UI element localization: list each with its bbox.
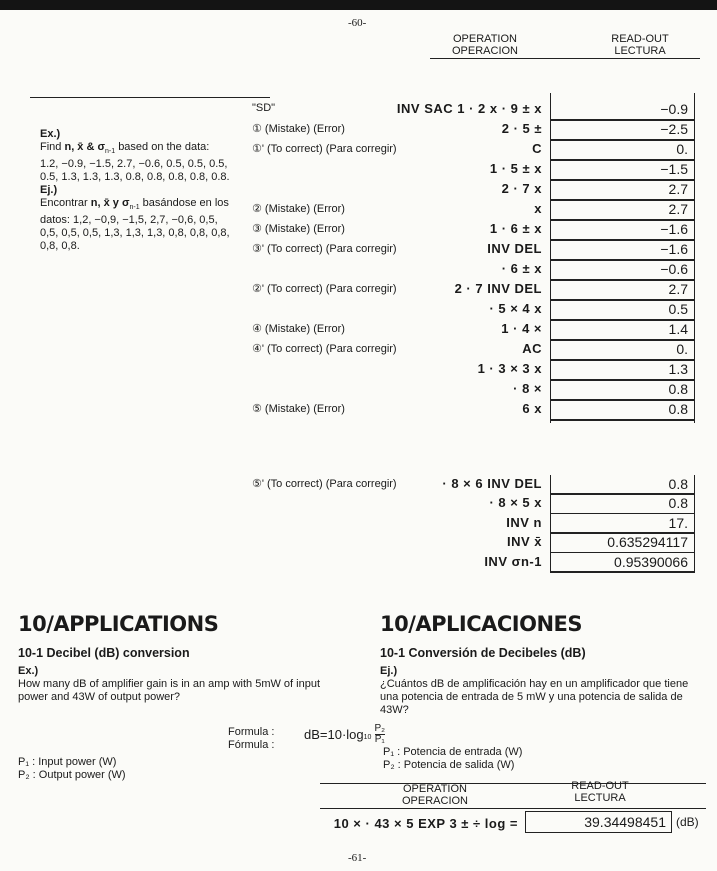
- step-label: ③ (Mistake) (Error): [252, 223, 345, 235]
- formula-label-es: Fórmula :: [228, 739, 275, 751]
- step-keys: INV σn-1: [484, 553, 542, 569]
- step-readout: 0.8: [668, 476, 688, 492]
- step-readout: −2.5: [660, 121, 688, 137]
- ej-text-a: Encontrar: [40, 197, 88, 210]
- step-keys: C: [532, 141, 542, 156]
- operation-header-en: OPERATION: [453, 33, 517, 45]
- step-readout: 1.3: [668, 361, 688, 377]
- formula-label: [228, 726, 274, 752]
- ej-sub: n-1: [129, 204, 140, 212]
- step-readout: 0.5: [668, 301, 688, 317]
- final-ro-es: LECTURA: [574, 792, 626, 804]
- final-unit: (dB): [676, 815, 699, 829]
- step-readout: 0.95390066: [614, 553, 688, 570]
- readout-box: [550, 93, 695, 423]
- section-subtitle-en: 10-1 Decibel (dB) conversion: [18, 646, 190, 660]
- step-label: ④' (To correct) (Para corregir): [252, 343, 397, 355]
- p2-es: P₂ : Potencia de salida (W): [383, 759, 515, 771]
- readout-header-en: READ-OUT: [611, 33, 669, 45]
- step-label: ② (Mistake) (Error): [252, 203, 345, 215]
- spanish-section: [380, 612, 705, 717]
- readout-header: [595, 33, 685, 57]
- step-keys: · 8 ×: [513, 381, 542, 396]
- header-rule: [30, 97, 270, 98]
- step-readout: −1.5: [660, 161, 688, 177]
- operation-header: [435, 33, 535, 57]
- step-readout: 0.: [676, 141, 688, 157]
- step-keys: · 8 × 5 x: [489, 495, 542, 511]
- step-readout: 0.8: [668, 381, 688, 397]
- step-keys: · 6 ± x: [501, 261, 542, 276]
- step-readout: 2.7: [668, 181, 688, 197]
- p1-en: P₁ : Input power (W): [18, 756, 117, 768]
- step-readout: −1.6: [660, 241, 688, 257]
- formula-sub: 10: [363, 734, 372, 741]
- step-keys: INV x̄: [506, 534, 542, 550]
- step-readout: 0.8: [668, 495, 688, 512]
- readout-header-es: LECTURA: [614, 45, 666, 57]
- step-keys: · 5 × 4 x: [489, 301, 542, 316]
- question-es: ¿Cuántos dB de amplificación hay en un amplificador que tiene una potencia de entrada de 5 mW y una potencia de salida de 43W?: [380, 678, 689, 716]
- step-readout: 0.: [676, 341, 688, 357]
- step-keys: INV n: [506, 514, 542, 530]
- step-keys: 6 x: [522, 401, 542, 416]
- page-number-top: -60-: [348, 17, 367, 29]
- step-label: ⑤' (To correct) (Para corregir): [252, 478, 397, 490]
- step-readout: 0.635294117: [607, 534, 688, 551]
- step-keys: 1 · 3 × 3 x: [477, 361, 542, 376]
- step-keys: 2 · 7 x: [501, 181, 542, 196]
- step-readout: 1.4: [668, 321, 688, 337]
- step-readout: −0.6: [660, 261, 688, 277]
- step-keys: 1 · 5 ± x: [489, 161, 542, 176]
- formula-lhs: dB=10·log: [304, 727, 364, 742]
- step-keys: INV SAC 1 · 2 x · 9 ± x: [396, 101, 542, 116]
- step-readout: −1.6: [660, 221, 688, 237]
- final-rule-2: [320, 808, 706, 809]
- step-keys: x: [534, 201, 542, 216]
- final-operation-header: [380, 783, 490, 807]
- ex-sub: n-1: [105, 148, 116, 156]
- final-op-en: OPERATION: [403, 783, 467, 795]
- section-title-en: 10/APPLICATIONS: [18, 612, 219, 636]
- step-keys: INV DEL: [487, 241, 542, 256]
- final-readout: 39.34498451: [584, 814, 666, 830]
- english-section: [18, 612, 348, 704]
- step-label: ① (Mistake) (Error): [252, 123, 345, 135]
- ej-label-2: Ej.): [380, 665, 398, 677]
- final-readout-header: [555, 780, 645, 804]
- section-subtitle-es: 10-1 Conversión de Decibeles (dB): [380, 646, 586, 660]
- p1-es: P₁ : Potencia de entrada (W): [383, 746, 523, 758]
- step-keys: · 8 × 6 INV DEL: [442, 476, 542, 491]
- p2-en: P₂ : Output power (W): [18, 769, 126, 781]
- step-readout: −0.9: [660, 101, 688, 117]
- step-keys: 1 · 6 ± x: [489, 221, 542, 236]
- ej-text-b: basándose en los datos: 1,2, −0,9, −1,5, 2,7, −0,6, 0,5, 0,5, 0,5, 0,5, 1,3, 1,3, 1,3, 0,8, 0,8, 0,8, 0,8, 0,8.: [40, 197, 230, 253]
- ex-text-a: Find: [40, 141, 62, 153]
- step-label: ④ (Mistake) (Error): [252, 323, 345, 335]
- header-underline: [430, 58, 700, 59]
- ex-symbols: n, x̄ & σ: [64, 141, 105, 153]
- final-rule: [320, 783, 706, 784]
- operation-header-es: OPERACION: [451, 45, 518, 57]
- step-readout: 2.7: [668, 281, 688, 297]
- step-keys: 2 · 5 ±: [501, 121, 542, 136]
- readout-box-2: [550, 475, 695, 572]
- step-keys: 1 · 4 ×: [501, 321, 542, 336]
- ej-symbols: n, x̄ y σ: [90, 197, 130, 210]
- formula: [304, 724, 385, 745]
- step-keys: 2 · 7 INV DEL: [454, 281, 542, 296]
- example-block: [40, 128, 230, 253]
- step-keys: AC: [522, 341, 542, 356]
- question-en: How many dB of amplifier gain is in an amp with 5mW of input power and 43W of output power?: [18, 678, 321, 703]
- top-scan-edge: [0, 0, 717, 10]
- ej-label: Ej.): [40, 184, 58, 197]
- formula-label-en: Formula :: [228, 726, 275, 738]
- step-readout: 0.8: [668, 401, 688, 417]
- formula-den: P₁: [374, 734, 385, 745]
- ex-label-2: Ex.): [18, 665, 39, 677]
- ex-text-b: based on the data: 1.2, −0.9, −1.5, 2.7, −0.6, 0.5, 0.5, 0.5, 0.5, 1.3, 1.3, 1.3, 0.8, 0.8, 0.8, 0.8, 0.8.: [40, 141, 230, 184]
- page-number-bottom: -61-: [348, 852, 367, 864]
- step-label: ①' (To correct) (Para corregir): [252, 143, 397, 155]
- final-keys: 10 × · 43 × 5 EXP 3 ± ÷ log =: [333, 816, 518, 831]
- final-ro-en: READ-OUT: [571, 780, 629, 792]
- ex-label: Ex.): [40, 128, 61, 140]
- section-title-es: 10/APLICACIONES: [380, 612, 583, 636]
- step-label: "SD": [252, 102, 276, 114]
- step-label: ⑤ (Mistake) (Error): [252, 403, 345, 415]
- step-readout: 2.7: [668, 201, 688, 217]
- final-op-es: OPERACION: [401, 795, 468, 807]
- step-label: ②' (To correct) (Para corregir): [252, 283, 397, 295]
- formula-num: P₂: [374, 723, 385, 734]
- step-readout: 17.: [668, 514, 688, 531]
- step-label: ③' (To correct) (Para corregir): [252, 243, 397, 255]
- formula-fraction: [374, 724, 385, 745]
